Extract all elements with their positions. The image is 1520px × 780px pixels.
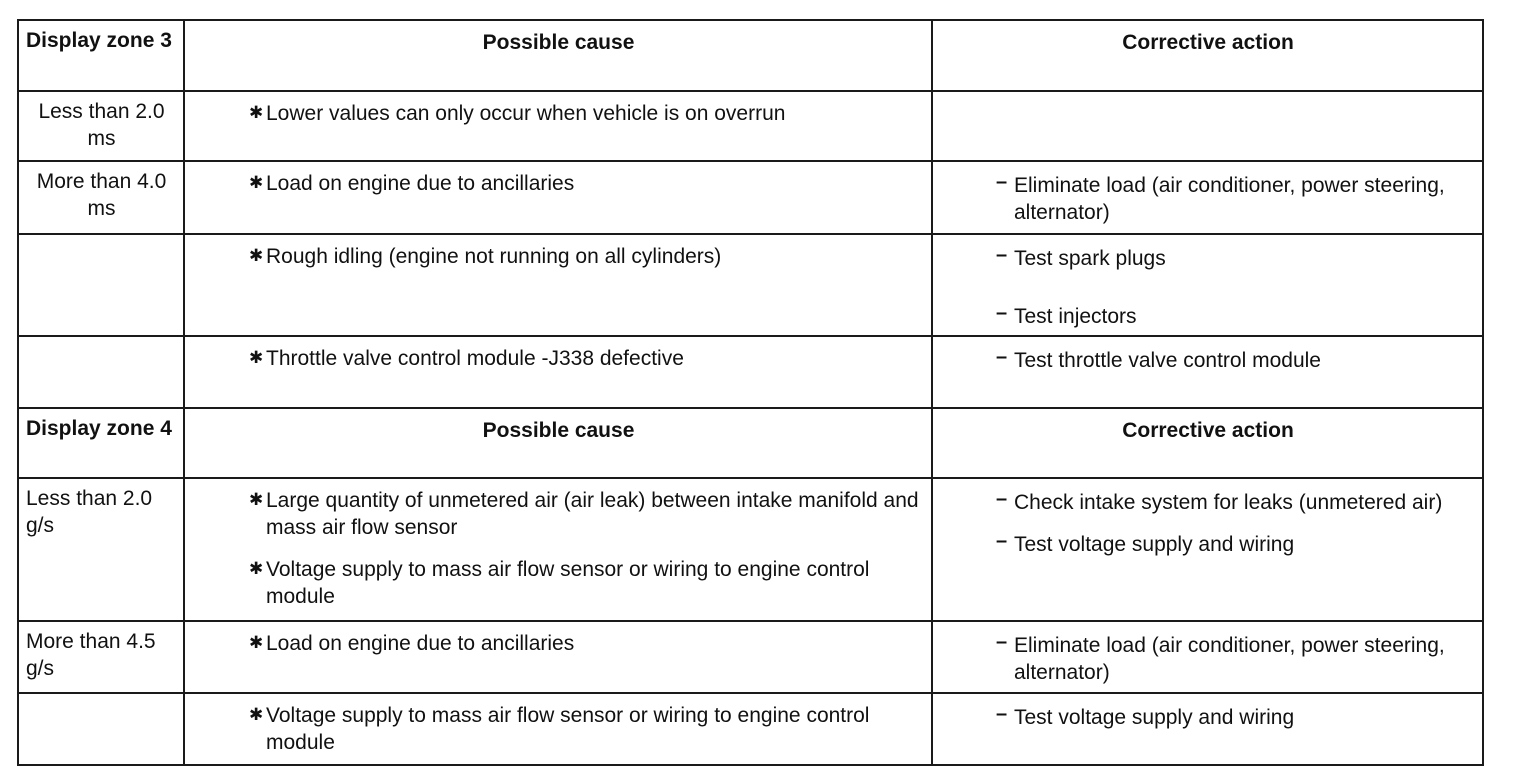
cause-item (192, 702, 925, 756)
cause-cell (184, 161, 932, 234)
zone-value: More than 4.0 ms (18, 161, 184, 234)
table-row (18, 91, 1483, 161)
table-row (18, 336, 1483, 408)
dash-icon: – (996, 346, 1008, 368)
zone-header: Display zone 3 (18, 20, 184, 91)
table-row (18, 621, 1483, 693)
section-header-row (18, 20, 1483, 91)
zone-value: Less than 2.0 g/s (18, 478, 184, 621)
bullet-icon: ✱ (249, 633, 264, 652)
zone-value: More than 4.5 g/s (18, 621, 184, 693)
action-cell (932, 621, 1483, 693)
corrective-action-header: Corrective action (932, 408, 1483, 478)
action-item (940, 632, 1476, 686)
action-item (940, 245, 1476, 272)
corrective-action-header: Corrective action (932, 20, 1483, 91)
zone-value (18, 336, 184, 408)
diagnosis-table-container (17, 19, 1482, 766)
bullet-icon: ✱ (249, 246, 264, 265)
action-text: Check intake system for leaks (unmetered air) (1014, 491, 1443, 514)
cause-text: Rough idling (engine not running on all cylinders) (266, 245, 722, 268)
action-text: Test voltage supply and wiring (1014, 533, 1295, 556)
bullet-icon: ✱ (249, 348, 264, 367)
cause-item (192, 170, 925, 197)
action-cell (932, 336, 1483, 408)
action-cell (932, 91, 1483, 161)
action-text: Test voltage supply and wiring (1014, 706, 1295, 729)
cause-item (192, 345, 925, 372)
cause-item (192, 487, 925, 541)
cause-cell (184, 621, 932, 693)
cause-text: Voltage supply to mass air flow sensor or wiring to engine control module (266, 558, 870, 608)
action-text: Test throttle valve control module (1014, 349, 1321, 372)
action-item (940, 303, 1476, 330)
zone-value (18, 693, 184, 765)
cause-text: Throttle valve control module -J338 defective (266, 347, 684, 370)
action-text: Test injectors (1014, 305, 1137, 328)
action-cell (932, 234, 1483, 336)
cause-text: Large quantity of unmetered air (air leak) between intake manifold and mass air flow sensor (266, 489, 919, 539)
table-row (18, 161, 1483, 234)
cause-cell (184, 478, 932, 621)
cause-item (192, 100, 925, 127)
dash-icon: – (996, 631, 1008, 653)
bullet-icon: ✱ (249, 103, 264, 122)
cause-text: Load on engine due to ancillaries (266, 172, 575, 195)
cause-cell (184, 234, 932, 336)
dash-icon: – (996, 703, 1008, 725)
bullet-icon: ✱ (249, 173, 264, 192)
possible-cause-header: Possible cause (184, 408, 932, 478)
bullet-icon: ✱ (249, 705, 264, 724)
bullet-icon: ✱ (249, 559, 264, 578)
action-text: Test spark plugs (1014, 247, 1166, 270)
table-row (18, 234, 1483, 336)
zone-value (18, 234, 184, 336)
action-item (940, 172, 1476, 226)
dash-icon: – (996, 302, 1008, 324)
cause-item (192, 243, 925, 270)
action-item (940, 347, 1476, 374)
cause-item (192, 556, 925, 610)
cause-text: Load on engine due to ancillaries (266, 632, 575, 655)
action-item (940, 489, 1476, 516)
dash-icon: – (996, 244, 1008, 266)
action-text: Eliminate load (air conditioner, power steering, alternator) (1014, 634, 1445, 684)
dash-icon: – (996, 171, 1008, 193)
possible-cause-header: Possible cause (184, 20, 932, 91)
dash-icon: – (996, 530, 1008, 552)
table-row (18, 478, 1483, 621)
cause-text: Voltage supply to mass air flow sensor or wiring to engine control module (266, 704, 870, 754)
cause-cell (184, 91, 932, 161)
zone-header: Display zone 4 (18, 408, 184, 478)
action-cell (932, 478, 1483, 621)
action-cell (932, 693, 1483, 765)
section-header-row (18, 408, 1483, 478)
dash-icon: – (996, 488, 1008, 510)
diagnosis-table (17, 19, 1484, 766)
bullet-icon: ✱ (249, 490, 264, 509)
cause-item (192, 630, 925, 657)
cause-cell (184, 693, 932, 765)
table-row (18, 693, 1483, 765)
cause-cell (184, 336, 932, 408)
action-text: Eliminate load (air conditioner, power steering, alternator) (1014, 174, 1445, 224)
action-item (940, 704, 1476, 731)
zone-value: Less than 2.0 ms (18, 91, 184, 161)
cause-text: Lower values can only occur when vehicle is on overrun (266, 102, 786, 125)
action-item (940, 531, 1476, 558)
action-cell (932, 161, 1483, 234)
